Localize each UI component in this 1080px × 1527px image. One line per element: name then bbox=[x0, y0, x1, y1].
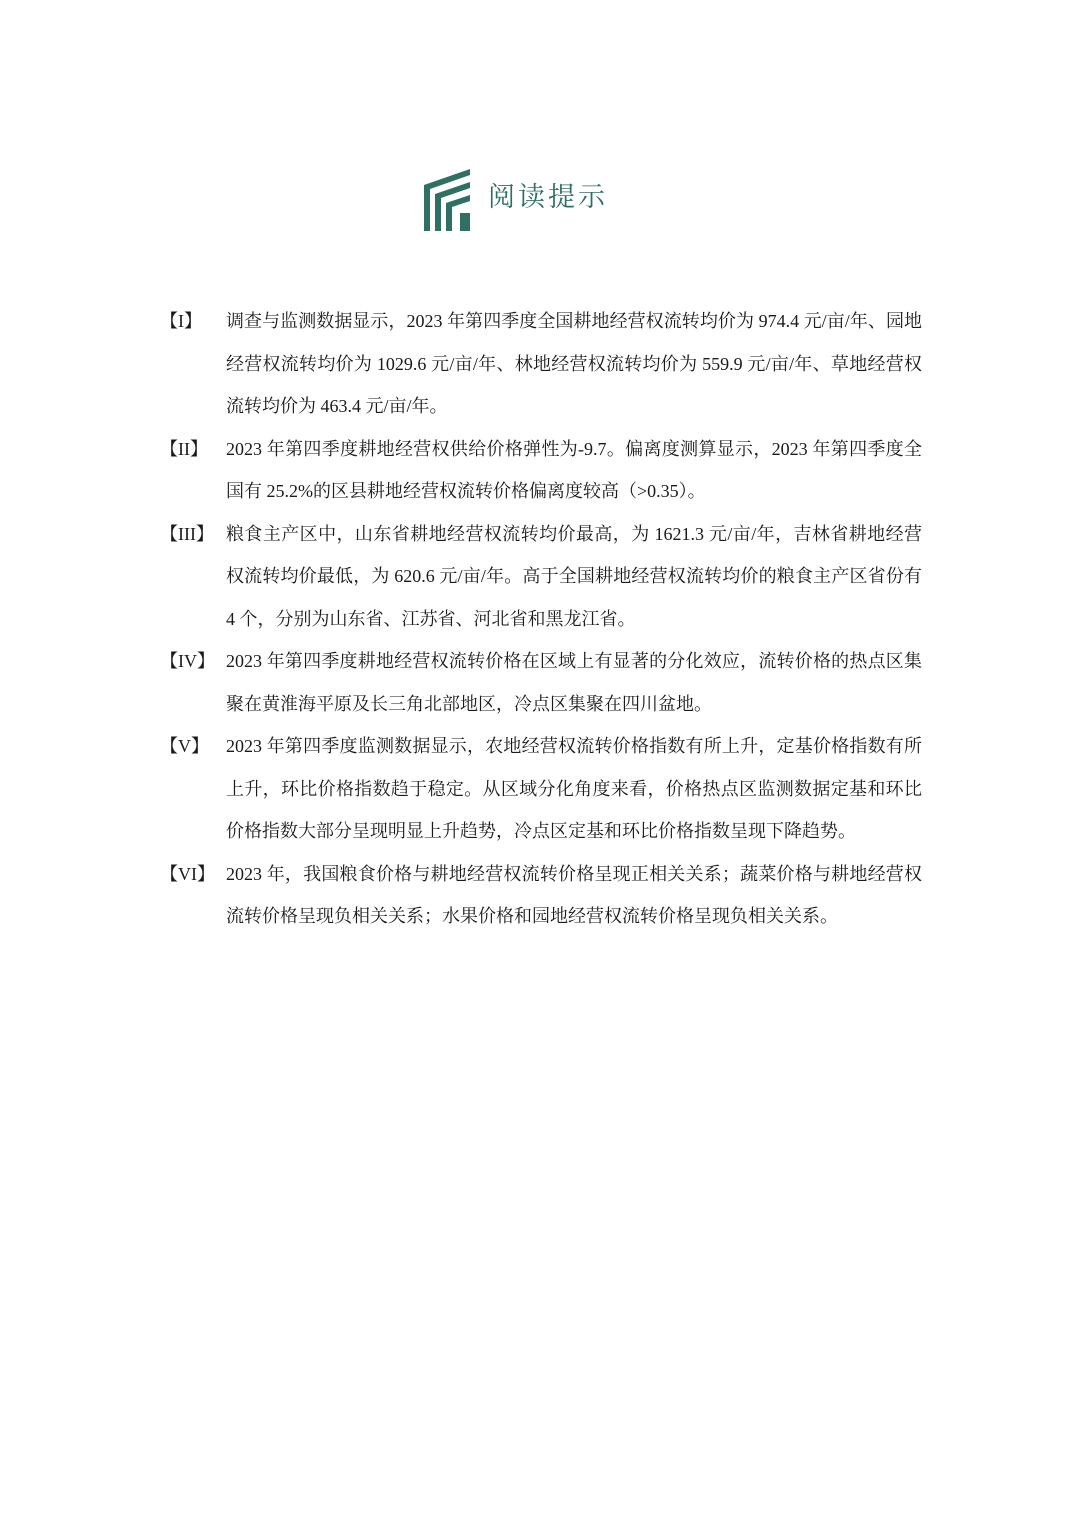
note-marker: 【I】 bbox=[160, 311, 202, 331]
note-marker: 【III】 bbox=[160, 523, 214, 544]
note-marker: 【VI】 bbox=[160, 863, 215, 884]
page-title: 阅读提示 bbox=[488, 182, 608, 214]
note-item bbox=[160, 428, 922, 513]
note-text: 2023 年第四季度耕地经营权流转价格在区域上有显著的分化效应，流转价格的热点区集聚在黄淮海平原及长三角北部地区，冷点区集聚在四川盆地。 bbox=[226, 651, 922, 714]
page-heading bbox=[424, 168, 608, 232]
note-item bbox=[160, 513, 922, 641]
note-item bbox=[160, 725, 922, 853]
note-text: 调查与监测数据显示，2023 年第四季度全国耕地经营权流转均价为 974.4 元/亩/年、园地经营权流转均价为 1029.6 元/亩/年、林地经营权流转均价为 559.9 元/亩/年、草地经营权流转均价为 463.4 元/亩/年。 bbox=[226, 311, 922, 416]
note-marker: 【V】 bbox=[160, 736, 209, 756]
reading-notes-list bbox=[160, 300, 922, 938]
note-text: 2023 年第四季度监测数据显示，农地经营权流转价格指数有所上升，定基价格指数有所上升，环比价格指数趋于稳定。从区域分化角度来看，价格热点区监测数据定基和环比价格指数大部分呈现明显上升趋势，冷点区定基和环比价格指数呈现下降趋势。 bbox=[226, 736, 922, 841]
note-text: 粮食主产区中，山东省耕地经营权流转均价最高，为 1621.3 元/亩/年，吉林省耕地经营权流转均价最低，为 620.6 元/亩/年。高于全国耕地经营权流转均价的粮食主产区省份有 4 个，分别为山东省、江苏省、河北省和黑龙江省。 bbox=[226, 523, 922, 629]
note-marker: 【IV】 bbox=[160, 651, 215, 671]
stacked-stripes-logo-icon bbox=[424, 169, 474, 231]
note-text: 2023 年第四季度耕地经营权供给价格弹性为-9.7。偏离度测算显示，2023 年第四季度全国有 25.2%的区县耕地经营权流转价格偏离度较高（>0.35）。 bbox=[226, 438, 922, 501]
note-item bbox=[160, 640, 922, 725]
note-item bbox=[160, 853, 922, 938]
note-marker: 【II】 bbox=[160, 438, 208, 459]
note-item bbox=[160, 300, 922, 428]
note-text: 2023 年，我国粮食价格与耕地经营权流转价格呈现正相关关系；蔬菜价格与耕地经营权流转价格呈现负相关关系；水果价格和园地经营权流转价格呈现负相关关系。 bbox=[226, 863, 922, 926]
